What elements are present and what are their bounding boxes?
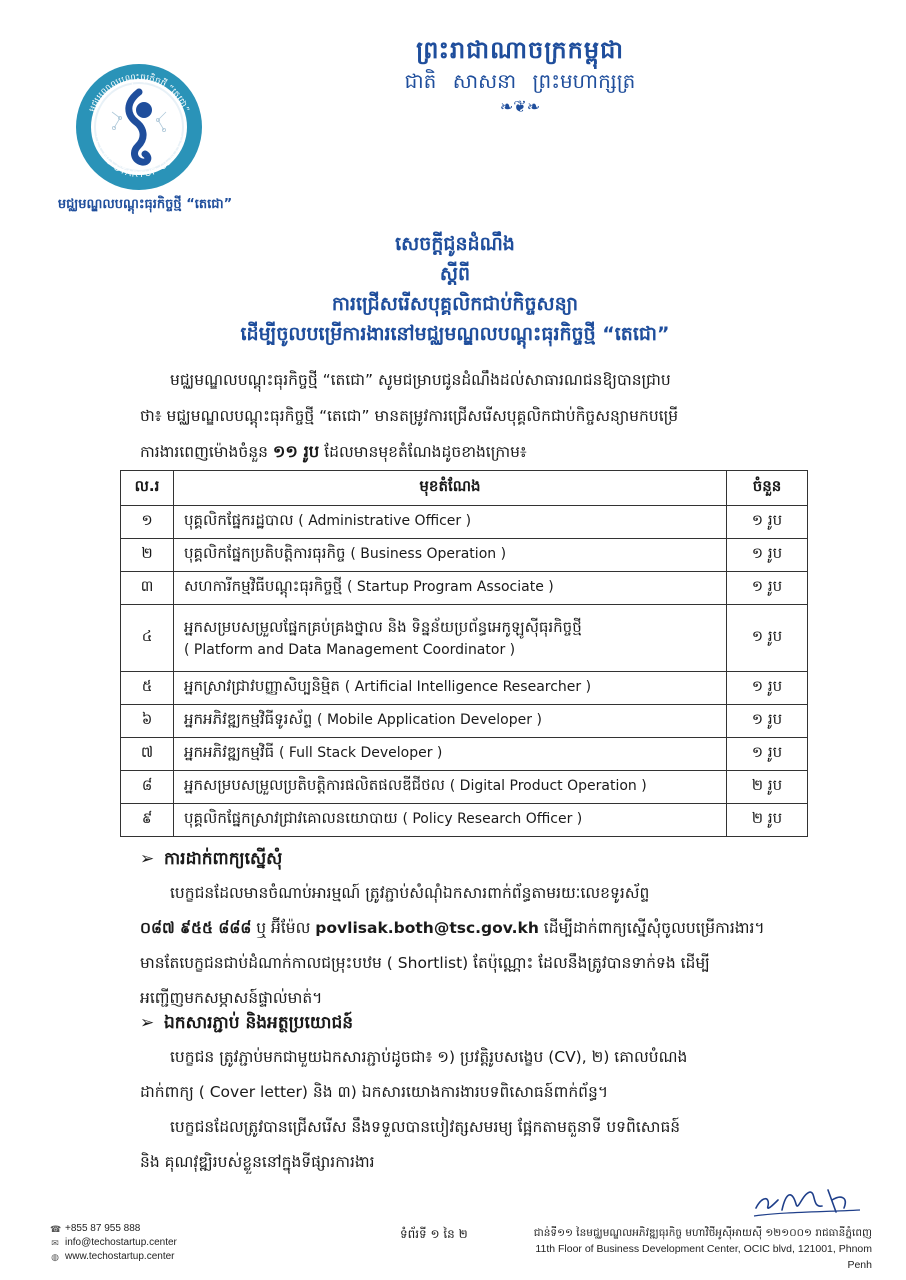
intro-line	[140, 434, 800, 470]
row-count: ១ រូប	[727, 672, 808, 705]
positions-table	[120, 470, 808, 837]
row-no: ៨	[121, 771, 174, 804]
paragraph-text: ឬ អ៊ីម៉ែល	[251, 919, 316, 937]
table-row	[121, 804, 808, 837]
table-header-row	[121, 471, 808, 506]
row-no: ៣	[121, 572, 174, 605]
page-number: ទំព័រទី ១ នៃ ២	[400, 1227, 468, 1241]
row-count: ១ រូប	[727, 738, 808, 771]
table-row	[121, 506, 808, 539]
notice-about: ស្តីពី	[439, 263, 471, 285]
position-kh: អ្នកអភិវឌ្ឍកម្មវិធី	[184, 743, 275, 761]
footer-web[interactable]: www.techostartup.center	[65, 1251, 175, 1262]
row-count: ១ រូប	[727, 705, 808, 738]
row-position	[174, 572, 727, 605]
header-count: ចំនួន	[727, 471, 808, 506]
intro-line: ថា៖ មជ្ឈមណ្ឌលបណ្តុះធុរកិច្ចថ្មី “តេជោ” មានតម្រូវការជ្រើសរើសបុគ្គលិកជាប់កិច្ចសន្យាមកបម្រើ	[140, 407, 679, 425]
position-en: ( Digital Product Operation )	[449, 778, 647, 794]
address-kh: ជាន់ទី១១ នៃមជ្ឈមណ្ឌលអភិវឌ្ឍធុរកិច្ច មហាវិថីអូស៊ីអាយស៊ី ១២១០០១ រាជធានីភ្នំពេញ	[533, 1227, 872, 1239]
arrow-bullet-icon: ➢	[140, 1013, 155, 1033]
position-en: ( Artificial Intelligence Researcher )	[344, 679, 592, 695]
logo-arc-kh: មជ្ឈមណ្ឌលបណ្តុះធុរកិច្ចថ្មី “តេជោ”	[87, 72, 191, 114]
techo-startup-center-logo	[74, 62, 204, 192]
logo-caption: មជ្ឈមណ្ឌលបណ្តុះធុរកិច្ចថ្មី “តេជោ”	[57, 197, 233, 212]
row-position	[174, 705, 727, 738]
row-no: ៩	[121, 804, 174, 837]
position-kh: សហការីកម្មវិធីបណ្តុះធុរកិច្ចថ្មី	[184, 577, 343, 595]
email-icon: ✉	[51, 1238, 59, 1248]
paragraph-line: មានតែបេក្ខជនជាប់ដំណាក់កាលជម្រុះបឋម ( Shortlist) តែប៉ុណ្ណោះ ដែលនឹងត្រូវបានទាក់ទង ដើម្បី	[140, 954, 710, 972]
contact-email[interactable]: povlisak.both@tsc.gov.kh	[315, 919, 539, 937]
position-en: ( Platform and Data Management Coordinator )	[184, 642, 516, 658]
section-application-title	[140, 848, 282, 873]
row-count: ១ រូប	[727, 539, 808, 572]
position-kh: អ្នកអភិវឌ្ឍកម្មវិធីទូរស័ព្ទ	[184, 710, 313, 728]
paragraph-line: និង គុណវុឌ្ឍិរបស់ខ្លួននៅក្នុងទីផ្សារការងារ	[140, 1153, 375, 1171]
handwritten-initials	[752, 1182, 862, 1222]
table-row	[121, 771, 808, 804]
notice-subject-2: ដើម្បីចូលបម្រើការងារនៅមជ្ឈមណ្ឌលបណ្តុះធុរកិច្ចថ្មី “តេជោ”	[240, 323, 670, 345]
paragraph-line: អញ្ជើញមកសម្ភាសន៍ផ្ទាល់មាត់។	[140, 989, 323, 1007]
footer-phone: +855 87 955 888	[65, 1223, 141, 1234]
paragraph-line: បេក្ខជន ត្រូវភ្ជាប់មកជាមួយឯកសារភ្ជាប់ដូចជា៖ ១) ប្រវត្តិរូបសង្ខេប (CV), ២) គោលបំណង	[170, 1048, 688, 1066]
row-position	[174, 771, 727, 804]
position-kh: បុគ្គលិកផ្នែកស្រាវជ្រាវគោលនយោបាយ	[184, 809, 398, 827]
row-count: ១ រូប	[727, 506, 808, 539]
table-row	[121, 705, 808, 738]
position-en: ( Mobile Application Developer )	[317, 712, 542, 728]
position-en: ( Full Stack Developer )	[278, 745, 443, 761]
paragraph-line: បេក្ខជនដែលមានចំណាប់អារម្មណ៍ ត្រូវភ្ជាប់សំណុំឯកសារពាក់ព័ន្ធតាមរយៈលេខទូរស័ព្ទ	[170, 884, 650, 902]
section-title-text: ការដាក់ពាក្យស្នើសុំ	[164, 849, 283, 869]
section-documents-title	[140, 1012, 353, 1037]
kingdom-motto: ជាតិ សាសនា ព្រះមហាក្សត្រ	[404, 69, 636, 93]
intro-text: ការងារពេញម៉ោងចំនួន	[140, 443, 273, 461]
table-row	[121, 539, 808, 572]
position-en: ( Policy Research Officer )	[402, 811, 583, 827]
table-row	[121, 738, 808, 771]
paragraph-line: បេក្ខជនដែលត្រូវបានជ្រើសរើស នឹងទទួលបានបៀវត្សសមរម្យ ផ្អែកតាមតួនាទី បទពិសោធន៍	[170, 1118, 681, 1136]
row-position	[174, 804, 727, 837]
row-position	[174, 672, 727, 705]
section-documents-body	[140, 1040, 805, 1110]
section-title-text: ឯកសារភ្ជាប់ និងអត្ថប្រយោជន៍	[164, 1013, 354, 1033]
footer-address	[512, 1225, 872, 1273]
row-position	[174, 506, 727, 539]
kingdom-header	[300, 34, 740, 118]
notice-title: សេចក្តីជូនដំណឹង	[395, 233, 515, 255]
kingdom-title: ព្រះរាជាណាចក្រកម្ពុជា	[416, 36, 624, 64]
logo-arc-en: TECHO STARTUP CENTER	[93, 133, 185, 180]
header-no: ល.រ	[121, 471, 174, 506]
paragraph-line	[140, 911, 805, 946]
notice-subject: ការជ្រើសរើសបុគ្គលិកជាប់កិច្ចសន្យា	[331, 293, 579, 315]
row-no: ៧	[121, 738, 174, 771]
position-kh: អ្នកសម្របសម្រួលផ្នែកគ្រប់គ្រងថ្នាល និង ទិន្នន័យប្រព័ន្ធអេកូឡូស៊ីធុរកិច្ចថ្មី	[184, 618, 582, 636]
position-kh: បុគ្គលិកផ្នែកប្រតិបត្តិការធុរកិច្ច	[184, 544, 346, 562]
contact-phone: ០៨៧ ៩៥៥ ៨៨៨	[140, 919, 252, 937]
row-no: ២	[121, 539, 174, 572]
intro-line: មជ្ឈមណ្ឌលបណ្តុះធុរកិច្ចថ្មី “តេជោ” សូមជម្រាបជូនដំណឹងដល់សាធារណជនឱ្យបានជ្រាប	[170, 371, 671, 389]
position-en: ( Startup Program Associate )	[346, 579, 554, 595]
header-position: មុខតំណែង	[174, 471, 727, 506]
paragraph-line: ដាក់ពាក្យ ( Cover letter) និង ៣) ឯកសារយោងការងារបទពិសោធន៍ពាក់ព័ន្ធ។	[140, 1083, 609, 1101]
intro-paragraph	[140, 362, 800, 470]
row-no: ១	[121, 506, 174, 539]
footer-web-row	[50, 1250, 177, 1264]
position-kh: អ្នកសម្របសម្រួលប្រតិបត្តិការផលិតផលឌីជីថល	[184, 776, 445, 794]
section-benefits-body	[140, 1110, 805, 1180]
table-row	[121, 605, 808, 672]
position-en: ( Administrative Officer )	[298, 513, 472, 529]
row-position	[174, 605, 727, 672]
ornament-divider: ❧❦❧	[499, 97, 541, 116]
address-en: 11th Floor of Business Development Center, OCIC blvd, 121001, Phnom Penh	[535, 1243, 872, 1271]
arrow-bullet-icon: ➢	[140, 849, 155, 869]
row-count: ១ រូប	[727, 605, 808, 672]
footer-email-row	[50, 1236, 177, 1250]
row-position	[174, 539, 727, 572]
footer-contacts	[50, 1222, 177, 1264]
row-no: ៤	[121, 605, 174, 672]
phone-icon: ☎	[50, 1224, 62, 1234]
position-kh: បុគ្គលិកផ្នែករដ្ឋបាល	[184, 511, 294, 529]
footer-email[interactable]: info@techostartup.center	[65, 1237, 177, 1248]
globe-icon: ◍	[51, 1252, 59, 1262]
position-kh: អ្នកស្រាវជ្រាវបញ្ញាសិប្បនិម្មិត	[184, 677, 340, 695]
paragraph-text: ដើម្បីដាក់ពាក្យស្នើសុំចូលបម្រើការងារ។	[538, 919, 765, 937]
table-row	[121, 672, 808, 705]
row-no: ៥	[121, 672, 174, 705]
row-count: ២ រូប	[727, 771, 808, 804]
row-position	[174, 738, 727, 771]
footer-phone-row	[50, 1222, 177, 1236]
intro-text: ដែលមានមុខតំណែងដូចខាងក្រោម៖	[319, 443, 527, 461]
row-no: ៦	[121, 705, 174, 738]
row-count: ២ រូប	[727, 804, 808, 837]
position-en: ( Business Operation )	[350, 546, 507, 562]
section-application-body	[140, 876, 805, 1016]
total-count: ១១ រូប	[272, 442, 320, 461]
table-row	[121, 572, 808, 605]
row-count: ១ រូប	[727, 572, 808, 605]
